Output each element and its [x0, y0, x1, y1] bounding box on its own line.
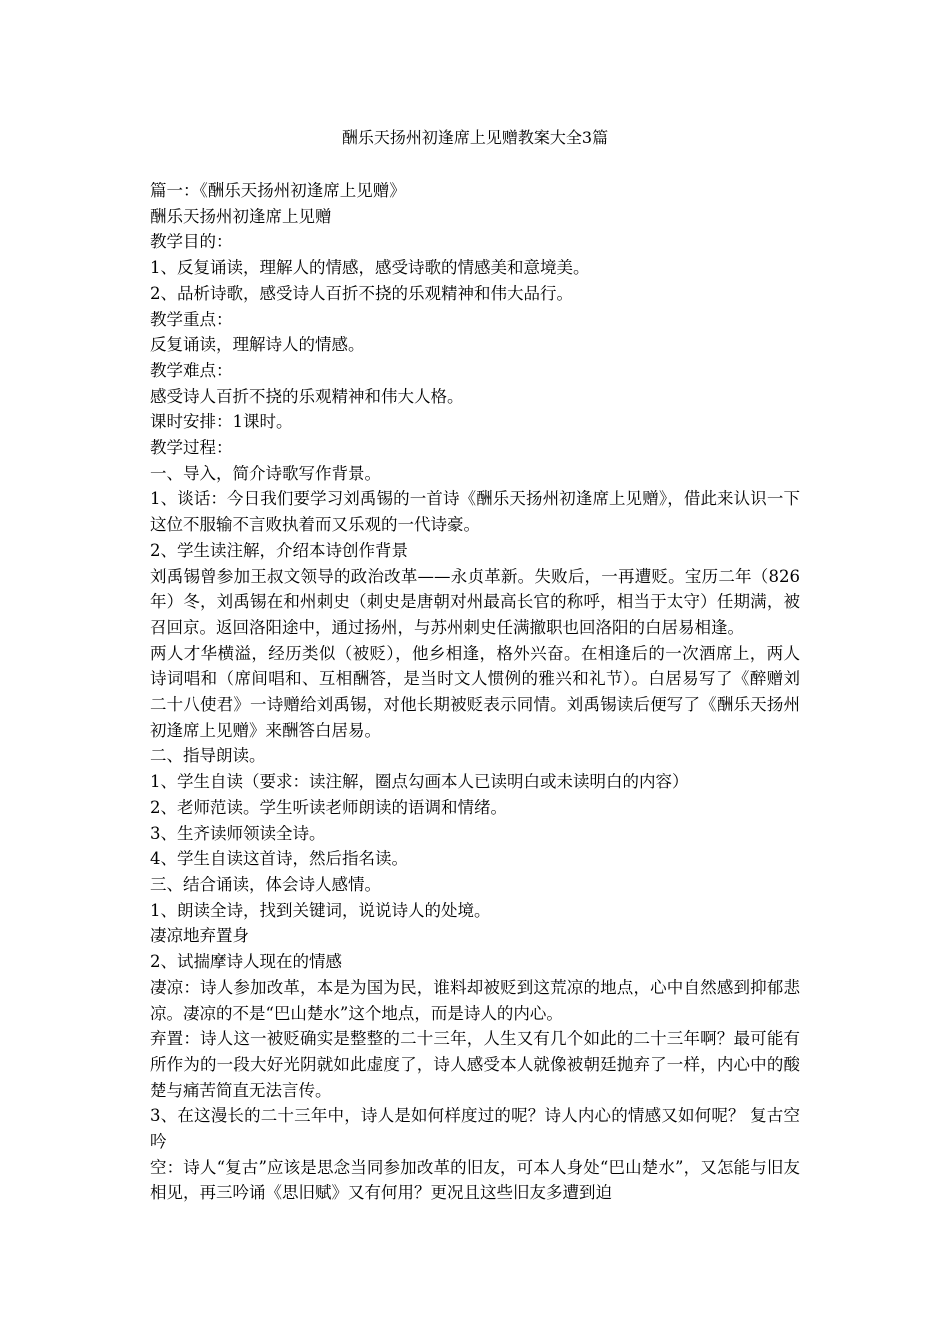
- paragraph: 2、试揣摩诗人现在的情感: [150, 952, 342, 972]
- paragraph: 二、指导朗读。: [150, 746, 266, 766]
- document-title: 酬乐天扬州初逢席上见赠教案大全3篇: [341, 128, 609, 147]
- section-heading: 篇一：《酬乐天扬州初逢席上见赠》: [150, 181, 406, 200]
- paragraph: 教学目的：: [150, 232, 233, 252]
- paragraph: 教学过程：: [150, 438, 233, 458]
- paragraph: 凄凉：诗人参加改革，本是为国为民，谁料却被贬到这荒凉的地点，心中自然感到抑郁悲凉。凄凉的不是“巴山楚水”这个地点，而是诗人的内心。: [150, 977, 800, 1023]
- document-body: [150, 178, 800, 1206]
- paragraph: 两人才华横溢，经历类似（被贬），他乡相逢，格外兴奋。在相逢后的一次酒席上，两人诗词唱和（席间唱和、互相酬答，是当时文人惯例的雅兴和礼节）。白居易写了《醉赠刘二十八使君》一诗赠给刘禹锡，对他长期被贬表示同情。刘禹锡读后便写了《酬乐天扬州初逢席上见赠》来酬答白居易。: [150, 643, 800, 740]
- paragraph: 一、导入，简介诗歌写作背景。: [150, 463, 381, 483]
- paragraph: 课时安排：1课时。: [150, 412, 293, 432]
- paragraph: 2、老师范读。学生听读老师朗读的语调和情绪。: [150, 797, 507, 817]
- paragraph: 教学难点：: [150, 360, 233, 380]
- paragraph: 空：诗人“复古”应该是思念当同参加改革的旧友，可本人身处“巴山楚水”，又怎能与旧友相见，再三吟诵《思旧赋》又有何用？更况且这些旧友多遭到迫: [150, 1157, 800, 1203]
- paragraph: 感受诗人百折不挠的乐观精神和伟大人格。: [150, 386, 464, 406]
- paragraph: 1、学生自读（要求：读注解，圈点勾画本人已读明白或未读明白的内容）: [150, 772, 689, 792]
- paragraph: 1、谈话：今日我们要学习刘禹锡的一首诗《酬乐天扬州初逢席上见赠》，借此来认识一下这位不服输不言败执着而又乐观的一代诗豪。: [150, 489, 800, 535]
- poem-title: 酬乐天扬州初逢席上见赠: [150, 206, 332, 226]
- paragraph: 2、品析诗歌，感受诗人百折不挠的乐观精神和伟大品行。: [150, 283, 573, 303]
- paragraph: 凄凉地弃置身: [150, 926, 249, 946]
- paragraph: 刘禹锡曾参加王叔文领导的政治改革——永贞革新。失败后，一再遭贬。宝历二年（826年）冬，刘禹锡在和州刺史（刺史是唐朝对州最高长官的称呼，相当于太守）任期满，被召回京。返回洛阳途中，通过扬州，与苏州刺史任满撤职也回洛阳的白居易相逢。: [150, 566, 800, 637]
- paragraph: 4、学生自读这首诗，然后指名读。: [150, 849, 408, 869]
- paragraph: 2、学生读注解，介绍本诗创作背景: [150, 540, 408, 560]
- paragraph: 弃置：诗人这一被贬确实是整整的二十三年，人生又有几个如此的二十三年啊？最可能有所作为的一段大好光阴就如此虚度了，诗人感受本人就像被朝廷抛弃了一样，内心中的酸楚与痛苦简直无法言传。: [150, 1029, 800, 1100]
- paragraph: 反复诵读，理解诗人的情感。: [150, 335, 365, 355]
- paragraph: 1、朗读全诗，找到关键词，说说诗人的处境。: [150, 900, 491, 920]
- paragraph: 3、在这漫长的二十三年中，诗人是如何样度过的呢？诗人内心的情感又如何呢？ 复古空吟: [150, 1106, 800, 1152]
- paragraph: 1、反复诵读，理解人的情感，感受诗歌的情感美和意境美。: [150, 258, 590, 278]
- paragraph: 3、生齐读师领读全诗。: [150, 823, 326, 843]
- paragraph: 三、结合诵读，体会诗人感情。: [150, 874, 381, 894]
- paragraph: 教学重点：: [150, 309, 233, 329]
